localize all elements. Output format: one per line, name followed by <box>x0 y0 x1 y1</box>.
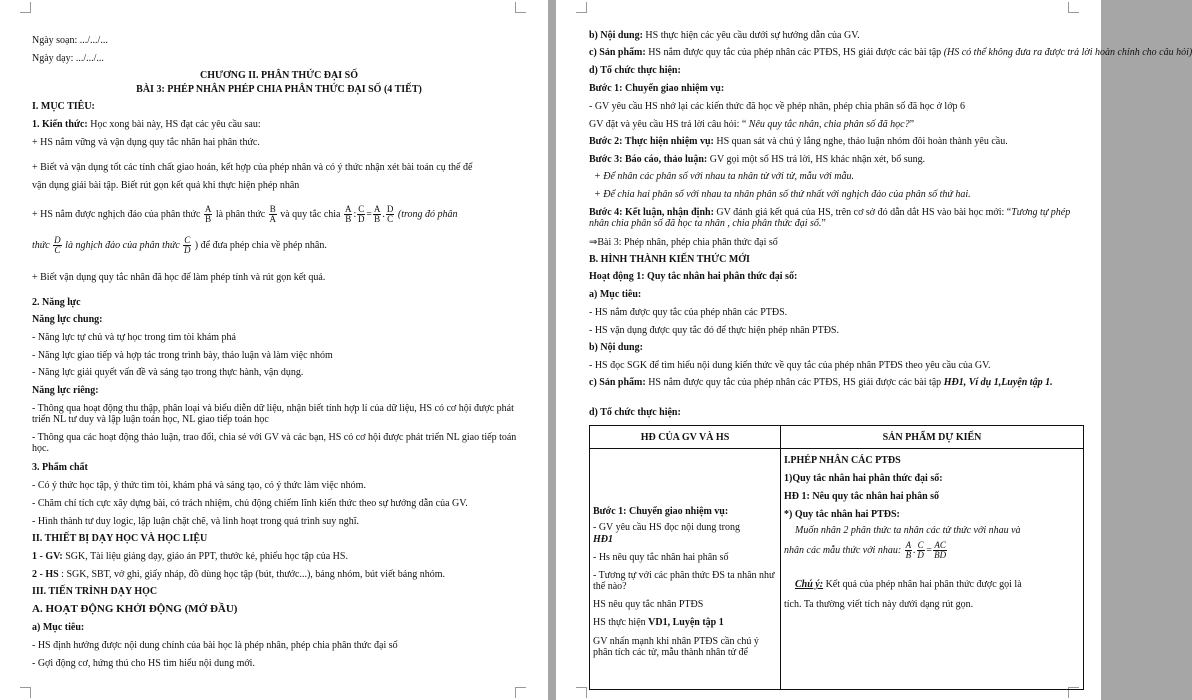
text: GV đánh giá kết quả của HS, trên cơ sở đó dẫn dắt HS vào bài học mới: “ <box>713 207 1012 218</box>
note: tích. Ta thường viết tích này dưới dạng rút gọn. <box>784 599 974 610</box>
label: Bước 2: Thực hiện nhiệm vụ: <box>589 136 714 147</box>
paragraph: - Tương tự với các phân thức ĐS ta nhân như thế nào? <box>593 570 775 592</box>
section-heading: II. THIẾT BỊ DẠY HỌC VÀ HỌC LIỆU <box>32 533 208 544</box>
text: + HS nắm được nghịch đảo của phân thức <box>32 209 201 220</box>
text: HS quan sát và chú ý lắng nghe, thảo luận nhóm đôi hoàn thành yêu cầu. <box>713 136 1008 147</box>
numerator: A <box>344 204 352 215</box>
paragraph <box>589 377 1079 388</box>
text: SGK, Tài liệu giảng dạy, giáo án PPT, thước kẻ, phiếu học tập của HS. <box>62 551 348 562</box>
subheading: 3. Phẩm chất <box>32 462 88 473</box>
paragraph: - HS định hướng được nội dung chính của bài học là phép nhân, phép chia phân thức đại số <box>32 640 398 651</box>
crop-mark <box>20 2 31 13</box>
subheading: d) Tổ chức thực hiện: <box>589 65 681 76</box>
paragraph <box>589 47 1192 59</box>
paragraph <box>593 617 777 629</box>
subheading: a) Mục tiêu: <box>589 289 642 300</box>
denominator: B <box>374 214 381 225</box>
text: Học xong bài này, HS đạt các yêu cầu sau: <box>87 119 261 130</box>
label: Bước 3: Báo cáo, thảo luận: <box>589 154 708 165</box>
crop-mark <box>576 2 587 13</box>
text: Tương tự phép nhân chia phân số đã học ta nhân , chia phân thức đại số. <box>589 207 1071 229</box>
denominator: A <box>269 214 276 225</box>
paragraph: - Năng lực giải quyết vấn đề và sáng tạo trong thực hành, vận dụng. <box>32 367 304 378</box>
paragraph <box>589 154 1079 166</box>
table-header-cell: SẢN PHẨM DỰ KIẾN <box>781 426 1084 449</box>
numerator: C <box>358 204 365 215</box>
paragraph: - Hình thành tư duy logic, lập luận chặt chẽ, và linh hoạt trong quá trình suy nghĩ. <box>32 516 360 527</box>
paragraph: - Chăm chỉ tích cực xây dựng bài, có trách nhiệm, chủ động chiếm lĩnh kiến thức theo sự hướng dẫn của GV. <box>32 498 468 509</box>
paragraph: - HS nắm được quy tắc của phép nhân các PTĐS. <box>589 307 788 318</box>
text: nhân các mẫu thức với nhau: <box>784 545 902 556</box>
fraction <box>917 541 925 560</box>
section-heading: A. HOẠT ĐỘNG KHỞI ĐỘNG (MỞ ĐẦU) <box>32 603 238 615</box>
text: HS nắm được quy tắc của phép nhân các PTĐS, HS giải được các bài tập <box>645 377 944 388</box>
paragraph: - Hs nêu quy tắc nhân hai phân số <box>593 552 729 563</box>
paragraph: - Thông qua hoạt động thu thập, phân loại và biểu diễn dữ liệu, nhận biết tính hợp lí của dữ liệu, HS có cơ hội được phát triển NL tư duy và lập luận toán học, NL giao tiếp toán học <box>32 403 514 425</box>
operator: . <box>913 545 916 556</box>
crop-mark <box>1068 2 1079 13</box>
subheading: Năng lực riêng: <box>32 385 99 396</box>
label: c) Sản phẩm: <box>589 377 646 388</box>
numerator: D <box>54 235 61 246</box>
rule-text: Muốn nhân 2 phân thức ta nhân các tử thức với nhau và <box>795 525 1021 536</box>
numerator: C <box>917 540 924 551</box>
text: ) để đưa phép chia về phép nhân. <box>194 240 327 251</box>
denominator: B <box>345 214 352 225</box>
activity-table <box>589 425 1084 690</box>
crop-mark <box>515 687 526 698</box>
paragraph: + Biết vận dụng quy tắc nhân đã học để làm phép tính và rút gọn kết quả. <box>32 272 326 283</box>
paragraph: - GV yêu cầu HS đọc nội dung trong <box>593 522 741 533</box>
text: HS thực hiện <box>593 617 649 628</box>
paragraph: - HS đọc SGK để tìm hiểu nội dung kiến thức về quy tắc của phép nhân PTĐS theo yêu cầu của GV. <box>589 360 991 371</box>
paragraph: + Biết và vận dụng tốt các tính chất giao hoán, kết hợp của phép nhân và có ý thức nhận xét bài toán cụ thể để <box>32 162 473 173</box>
fraction <box>905 541 913 560</box>
document-page-1 <box>0 0 548 700</box>
product-heading: 1)Quy tắc nhân hai phân thức đại số: <box>784 473 943 484</box>
paragraph: - Có ý thức học tập, ý thức tìm tòi, khám phá và sáng tạo, có ý thức làm việc nhóm. <box>32 480 366 491</box>
text: VD1, Luyện tập 1 <box>648 617 724 628</box>
subheading: d) Tổ chức thực hiện: <box>589 407 681 418</box>
lesson-title: BÀI 3: PHÉP NHÂN PHÉP CHIA PHÂN THỨC ĐẠI SỐ (4 TIẾT) <box>136 84 422 95</box>
denominator: D <box>917 550 924 561</box>
paragraph: - Thông qua các hoạt động thảo luận, trao đổi, chia sẻ với GV và các bạn, HS có cơ hội được phát triển NL giao tiếp toán học. <box>32 432 517 454</box>
text: GV đặt và yêu cầu HS trả lời câu hỏi: “ <box>589 119 749 130</box>
label: 2 - HS <box>32 569 59 580</box>
denominator: B <box>905 550 912 561</box>
paragraph: - Năng lực tự chủ và tự học trong tìm tòi khám phá <box>32 332 236 343</box>
paragraph: vận dụng giải bài tập. Biết rút gọn kết quả khi thực hiện phép nhân <box>32 180 300 191</box>
section-heading: B. HÌNH THÀNH KIẾN THỨC MỚI <box>589 254 750 265</box>
text: và quy tắc chia <box>280 209 341 220</box>
cell-content <box>590 449 780 689</box>
reciprocal-line <box>32 205 526 225</box>
paragraph <box>32 569 526 581</box>
table-header-cell: HĐ CỦA GV VÀ HS <box>590 426 781 449</box>
cell-content <box>781 449 1083 689</box>
subheading: Năng lực chung: <box>32 314 103 325</box>
reciprocal-line-2 <box>32 236 526 256</box>
subheading: a) Mục tiêu: <box>32 622 85 633</box>
numerator: B <box>269 204 276 215</box>
text: : SGK, SBT, vở ghi, giấy nháp, đồ dùng học tập (bút, thước...), bảng nhóm, bút viết bảng nhóm. <box>58 569 445 580</box>
document-page-2 <box>556 0 1192 700</box>
subheading: 2. Năng lực <box>32 297 81 308</box>
denominator: D <box>358 214 365 225</box>
numerator: A <box>905 540 912 551</box>
knowledge-line <box>32 119 526 131</box>
subheading: Hoạt động 1: Quy tắc nhân hai phân thức đại số: <box>589 271 798 282</box>
paragraph <box>589 119 1079 131</box>
fraction <box>344 205 353 224</box>
text: (HS có thể không đưa ra được trả lời hoàn chỉnh cho câu hỏi) <box>943 47 1192 58</box>
fraction <box>183 236 191 255</box>
date-prepared: Ngày soạn: .../.../... <box>32 35 108 46</box>
fraction <box>269 205 277 224</box>
text: HS nắm được quy tắc của phép nhân các PTĐS, HS giải được các bài tập <box>645 47 944 58</box>
numerator: D <box>386 204 394 215</box>
paragraph: - HS vận dụng được quy tắc đó để thực hiện phép nhân PTĐS. <box>589 325 839 336</box>
paragraph: HĐ1 <box>593 534 613 545</box>
crop-mark <box>576 687 587 698</box>
crop-mark <box>515 2 526 13</box>
paragraph <box>589 136 1079 148</box>
fraction <box>933 541 947 560</box>
text: là phân thức <box>215 209 266 220</box>
paragraph: - Gợi động cơ, hứng thú cho HS tìm hiểu nội dung mới. <box>32 658 255 669</box>
denominator: BD <box>934 550 947 561</box>
operator: : <box>353 209 357 220</box>
numerator: A <box>204 204 212 215</box>
product-heading: I.PHÉP NHÂN CÁC PTĐS <box>784 455 901 466</box>
table-header-row <box>590 426 1084 449</box>
operator: = <box>925 545 933 556</box>
label: c) Sản phẩm: <box>589 47 646 58</box>
numerator: A <box>373 204 381 215</box>
paragraph <box>32 551 526 563</box>
fraction <box>204 205 213 224</box>
table-cell-right <box>781 449 1084 690</box>
text: ” <box>909 119 915 130</box>
numerator: C <box>184 235 191 246</box>
subheading: b) Nội dung: <box>589 342 643 353</box>
product-heading: HĐ 1: Nêu quy tắc nhân hai phân số <box>784 491 940 502</box>
text: (trong đó phân <box>397 209 458 220</box>
operator: . <box>382 209 385 220</box>
paragraph <box>589 30 1079 42</box>
product-heading: *) Quy tắc nhân hai PTĐS: <box>784 509 900 520</box>
paragraph: - Năng lực giao tiếp và hợp tác trong trình bày, thảo luận và làm việc nhóm <box>32 350 333 361</box>
numerator: AC <box>934 540 946 551</box>
fraction <box>386 205 395 224</box>
denominator: D <box>184 245 191 256</box>
paragraph: + HS nắm vững và vận dụng quy tắc nhân hai phân thức. <box>32 137 260 148</box>
paragraph: + Để chia hai phân số với nhau ta nhân phân số thứ nhất với nghịch đảo của phân số thứ hai. <box>594 189 971 200</box>
section-heading: III. TIẾN TRÌNH DẠY HỌC <box>32 586 158 597</box>
denominator: B <box>205 214 212 225</box>
text: GV gọi một số HS trả lời, HS khác nhận xét, bổ sung. <box>707 154 926 165</box>
paragraph: - GV yêu cầu HS nhớ lại các kiến thức đã học về phép nhân, phép chia phân số đã học ở lớp 6 <box>589 101 965 112</box>
text: thức <box>32 240 50 251</box>
text: HS thực hiện các yêu cầu dưới sự hướng dẫn của GV. <box>642 30 860 41</box>
operator: = <box>366 209 372 220</box>
date-taught: Ngày dạy: .../.../... <box>32 53 104 64</box>
paragraph: ⇒Bài 3: Phép nhân, phép chia phân thức đại số <box>589 237 778 248</box>
fraction <box>373 205 382 224</box>
fraction <box>53 236 62 255</box>
paragraph: + Để nhân các phân số với nhau ta nhân tử với tử, mẫu với mẫu. <box>594 171 855 182</box>
label: 1. Kiến thức: <box>32 119 88 130</box>
text: Kết quả của phép nhân hai phân thức được gọi là <box>823 579 1022 590</box>
subheading: Bước 1: Chuyển giao nhiệm vụ: <box>589 83 725 94</box>
label: Bước 4: Kết luận, nhận định: <box>589 207 714 218</box>
note <box>795 579 1080 591</box>
denominator: C <box>54 245 61 256</box>
section-heading: I. MỤC TIÊU: <box>32 101 95 112</box>
text: HĐ1, Ví dụ 1,Luyện tập 1. <box>943 377 1053 388</box>
label: 1 - GV: <box>32 551 63 562</box>
rule-formula <box>784 541 1080 561</box>
denominator: C <box>387 214 394 225</box>
text: Nêu quy tắc nhân, chia phân số đã học? <box>748 119 910 130</box>
table-row <box>590 449 1084 690</box>
text: là nghịch đảo của phân thức <box>65 240 180 251</box>
chapter-title: CHƯƠNG II. PHÂN THỨC ĐẠI SỐ <box>200 70 358 81</box>
paragraph: GV nhấn mạnh khi nhân PTĐS cần chú ý phân tích các tử, mẫu thành nhân tử để <box>593 636 759 658</box>
crop-mark <box>20 687 31 698</box>
paragraph: HS nêu quy tắc nhân PTĐS <box>593 599 704 610</box>
paragraph <box>589 207 1079 229</box>
label: b) Nội dung: <box>589 30 643 41</box>
step-heading: Bước 1: Chuyển giao nhiệm vụ: <box>593 506 729 517</box>
fraction <box>357 205 365 224</box>
text: ” <box>821 218 826 229</box>
table-cell-left <box>590 449 781 690</box>
note-label: Chú ý: <box>795 579 824 590</box>
